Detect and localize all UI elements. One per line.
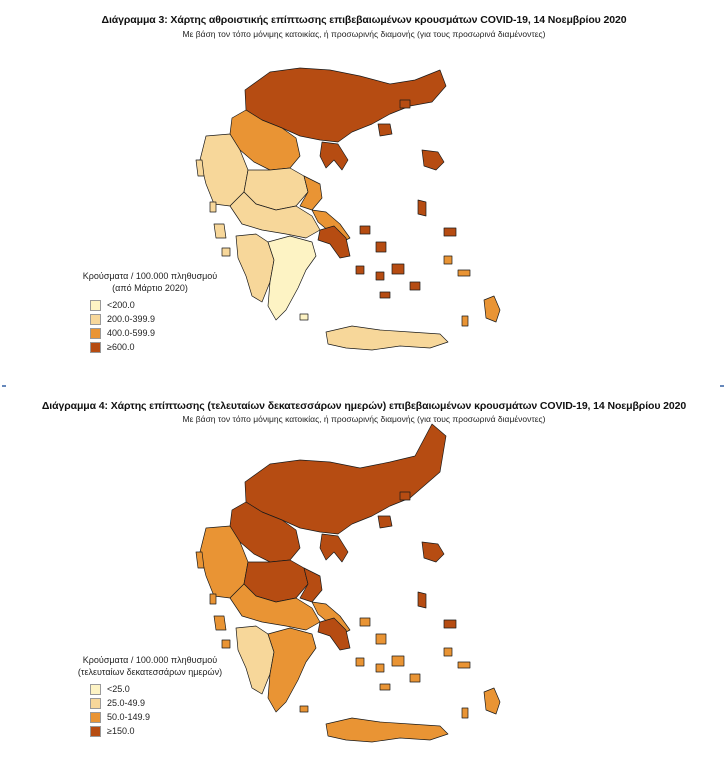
region-cyclades-4 bbox=[410, 674, 420, 682]
region-thasos bbox=[400, 100, 410, 108]
region-cyclades-4 bbox=[410, 282, 420, 290]
legend-subtitle: (τελευταίων δεκατεσσάρων ημερών) bbox=[77, 667, 223, 677]
region-cyclades-2 bbox=[376, 634, 386, 644]
map-legend bbox=[50, 654, 250, 738]
region-cyclades-3 bbox=[392, 656, 404, 666]
region-lesvos bbox=[422, 150, 444, 170]
map-title: Διάγραμμα 4: Χάρτης επίπτωσης (τελευταίων δεκατεσσάρων ημερών) επιβεβαιωμένων κρουσμάτων COVID-19, 14 Νοεμβρίου 2020 bbox=[41, 400, 687, 412]
region-kefalonia bbox=[214, 616, 226, 630]
legend-swatch bbox=[90, 726, 101, 737]
region-crete bbox=[326, 326, 448, 350]
region-kefalonia bbox=[214, 224, 226, 238]
region-kos bbox=[458, 662, 470, 668]
region-chios bbox=[418, 592, 426, 608]
region-thasos bbox=[400, 492, 410, 500]
region-cyclades-7 bbox=[380, 292, 390, 298]
region-kythira bbox=[300, 314, 308, 320]
region-cyclades-7 bbox=[380, 684, 390, 690]
region-chalkidiki bbox=[320, 534, 348, 562]
region-kythira bbox=[300, 706, 308, 712]
legend-subtitle: (από Μάρτιο 2020) bbox=[112, 283, 188, 293]
legend-item bbox=[90, 312, 250, 326]
region-chalkidiki bbox=[320, 142, 348, 170]
region-cyclades-1 bbox=[360, 618, 370, 626]
region-rhodes bbox=[484, 688, 500, 714]
region-lemnos bbox=[378, 124, 392, 136]
map-title: Διάγραμμα 3: Χάρτης αθροιστικής επίπτωσης επιβεβαιωμένων κρουσμάτων COVID-19, 14 Νοεμβρίου 2020 bbox=[101, 14, 627, 26]
region-cyclades-6 bbox=[356, 658, 364, 666]
map-subtitle: Με βάση τον τόπο μόνιμης κατοικίας, ή προσωρινής διαμονής (για τους προσωρινά διαμένοντες) bbox=[182, 414, 546, 424]
legend-item bbox=[90, 682, 250, 696]
map-subtitle: Με βάση τον τόπο μόνιμης κατοικίας, ή προσωρινής διαμονής (για τους προσωρινά διαμένοντες) bbox=[182, 29, 546, 39]
legend-item bbox=[90, 340, 250, 354]
legend-item bbox=[90, 696, 250, 710]
legend-label: <25.0 bbox=[107, 684, 130, 694]
region-lefkada bbox=[210, 202, 216, 212]
legend-label: 200.0-399.9 bbox=[107, 314, 156, 324]
legend-swatch bbox=[90, 342, 101, 353]
region-cyclades-5 bbox=[376, 272, 384, 280]
region-cyclades-5 bbox=[376, 664, 384, 672]
legend-item bbox=[90, 326, 250, 340]
region-samos bbox=[444, 228, 456, 236]
region-cyclades-1 bbox=[360, 226, 370, 234]
legend-swatch bbox=[90, 684, 101, 695]
region-karpathos bbox=[462, 316, 468, 326]
region-cyclades-3 bbox=[392, 264, 404, 274]
region-lesvos bbox=[422, 542, 444, 562]
legend-swatch bbox=[90, 314, 101, 325]
region-cyclades-6 bbox=[356, 266, 364, 274]
legend-item bbox=[90, 710, 250, 724]
region-zakynthos bbox=[222, 640, 230, 648]
region-east-peloponnese bbox=[268, 628, 316, 712]
legend-item bbox=[90, 724, 250, 738]
region-lemnos bbox=[378, 516, 392, 528]
region-chios bbox=[418, 200, 426, 216]
map-legend bbox=[50, 270, 250, 354]
legend-swatch bbox=[90, 698, 101, 709]
legend-title: Κρούσματα / 100.000 πληθυσμού bbox=[82, 655, 218, 665]
legend-title: Κρούσματα / 100.000 πληθυσμού bbox=[82, 271, 218, 281]
region-zakynthos bbox=[222, 248, 230, 256]
region-dodecanese-small bbox=[444, 648, 452, 656]
legend-swatch bbox=[90, 712, 101, 723]
page-marker bbox=[720, 385, 724, 387]
region-rhodes bbox=[484, 296, 500, 322]
region-crete bbox=[326, 718, 448, 742]
legend-label: 25.0-49.9 bbox=[107, 698, 146, 708]
legend-label: 50.0-149.9 bbox=[107, 712, 151, 722]
region-dodecanese-small bbox=[444, 256, 452, 264]
legend-swatch bbox=[90, 328, 101, 339]
legend-label: ≥600.0 bbox=[107, 342, 135, 352]
map-panel-14day bbox=[0, 392, 728, 771]
legend-label: ≥150.0 bbox=[107, 726, 135, 736]
legend-item bbox=[90, 298, 250, 312]
legend-label: <200.0 bbox=[107, 300, 135, 310]
region-kos bbox=[458, 270, 470, 276]
region-samos bbox=[444, 620, 456, 628]
region-cyclades-2 bbox=[376, 242, 386, 252]
legend-swatch bbox=[90, 300, 101, 311]
region-lefkada bbox=[210, 594, 216, 604]
region-east-peloponnese bbox=[268, 236, 316, 320]
legend-label: 400.0-599.9 bbox=[107, 328, 156, 338]
region-karpathos bbox=[462, 708, 468, 718]
page-marker bbox=[2, 385, 6, 387]
